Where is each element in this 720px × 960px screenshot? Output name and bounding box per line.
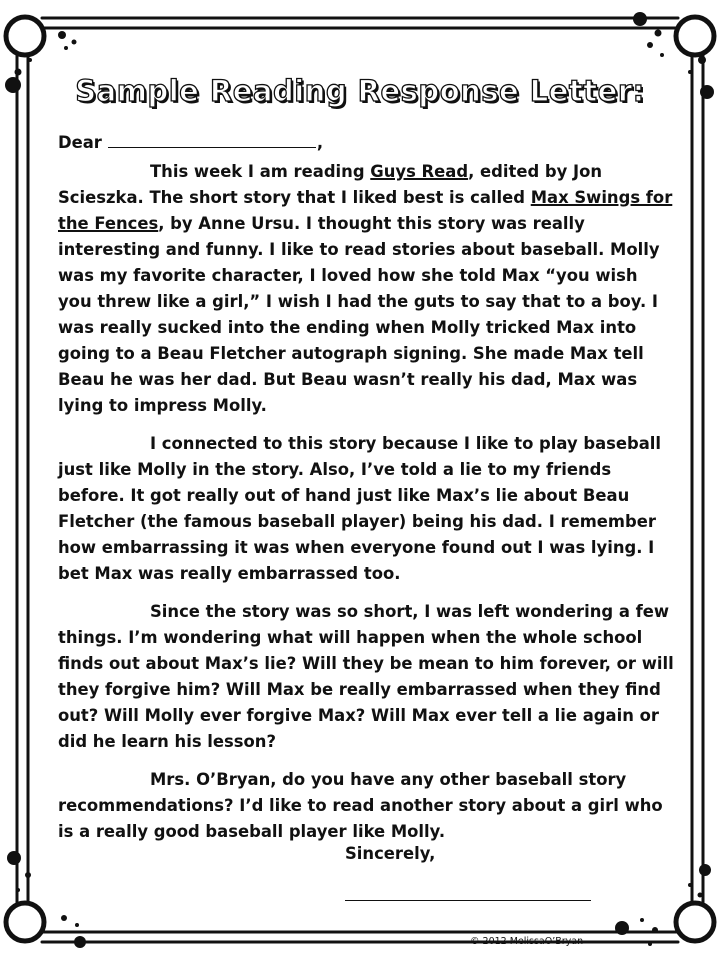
frame-dot	[698, 893, 703, 898]
letter-paragraph	[58, 431, 676, 587]
frame-dot	[16, 888, 20, 892]
closing: Sincerely,	[345, 844, 436, 863]
frame-dot	[648, 942, 652, 946]
salutation-suffix: ,	[316, 133, 324, 152]
salutation-prefix: Dear	[58, 133, 102, 152]
letter-paragraph	[58, 599, 676, 755]
frame-dot	[660, 53, 664, 57]
corner-circle-bottom-left	[6, 903, 44, 941]
paragraph-text: , by Anne Ursu. I thought this story was really interesting and funny. I like to read stories about baseball. Molly was my favorite character, I loved how she told Max “you wish you threw like a girl,” I wish I had the guts to say that to a boy. I was really sucked into the ending when Molly tricked Max into going to a Beau Fletcher autograph signing. She made Max tell Beau he was her dad. But Beau wasn’t really his dad, Max was lying to impress Molly.	[58, 214, 660, 415]
frame-dot	[633, 12, 647, 26]
underlined-title: Max Swings for the Fences	[58, 188, 673, 233]
letter-paragraph	[58, 767, 676, 845]
frame-dot	[75, 923, 79, 927]
paragraph-text: Since the story was so short, I was left wondering a few things. I’m wondering what will happen when the whole school finds out about Max’s lie? Will they be mean to him forever, or will they forgive him? Will Max be really embarrassed when they find out? Will Molly ever forgive Max? Will Max ever tell a lie again or did he learn his lesson?	[58, 602, 674, 751]
frame-dot	[28, 58, 32, 62]
frame-dot	[7, 851, 21, 865]
paragraph-text: Mrs. O’Bryan, do you have any other baseball story recommendations? I’d like to read another story about a girl who is a really good baseball player like Molly.	[58, 770, 663, 841]
paragraph-text: This week I am reading	[150, 162, 371, 181]
paragraph-text: , edited by Jon Scieszka. The short story that I liked best is called	[58, 162, 603, 207]
letter-paragraphs	[58, 159, 676, 845]
underlined-title: Guys Read	[370, 162, 469, 181]
frame-dot	[647, 42, 653, 48]
frame-dot	[652, 927, 658, 933]
frame-dot	[25, 872, 31, 878]
paragraph-text: I connected to this story because I like to play baseball just like Molly in the story. Also, I’ve told a lie to my friends before. It got really out of hand just like Max’s lie about Beau Fletcher (the famous baseball player) being his dad. I remember how embarrassing it was when everyone found out I was lying. I bet Max was really embarrassed too.	[58, 434, 662, 583]
signature-line	[345, 900, 591, 901]
copyright-notice: © 2012 MelissaO’Bryan	[470, 936, 584, 947]
frame-dot	[698, 56, 706, 64]
frame-dot	[699, 864, 711, 876]
salutation-line	[58, 130, 676, 159]
frame-dot	[74, 936, 86, 948]
frame-dot	[64, 46, 68, 50]
corner-circle-bottom-right	[676, 903, 714, 941]
frame-dot	[58, 31, 66, 39]
frame-dot	[615, 921, 629, 935]
letter-body	[58, 130, 676, 857]
recipient-name-blank	[108, 130, 316, 148]
corner-circle-top-left	[6, 17, 44, 55]
frame-dot	[655, 30, 662, 37]
frame-dot	[72, 40, 77, 45]
frame-dot	[688, 883, 692, 887]
corner-circle-top-right	[676, 17, 714, 55]
frame-dot	[640, 918, 644, 922]
frame-dot	[61, 915, 67, 921]
page-title: Sample Reading Response Letter:	[75, 74, 645, 108]
letter-paragraph	[58, 159, 676, 419]
